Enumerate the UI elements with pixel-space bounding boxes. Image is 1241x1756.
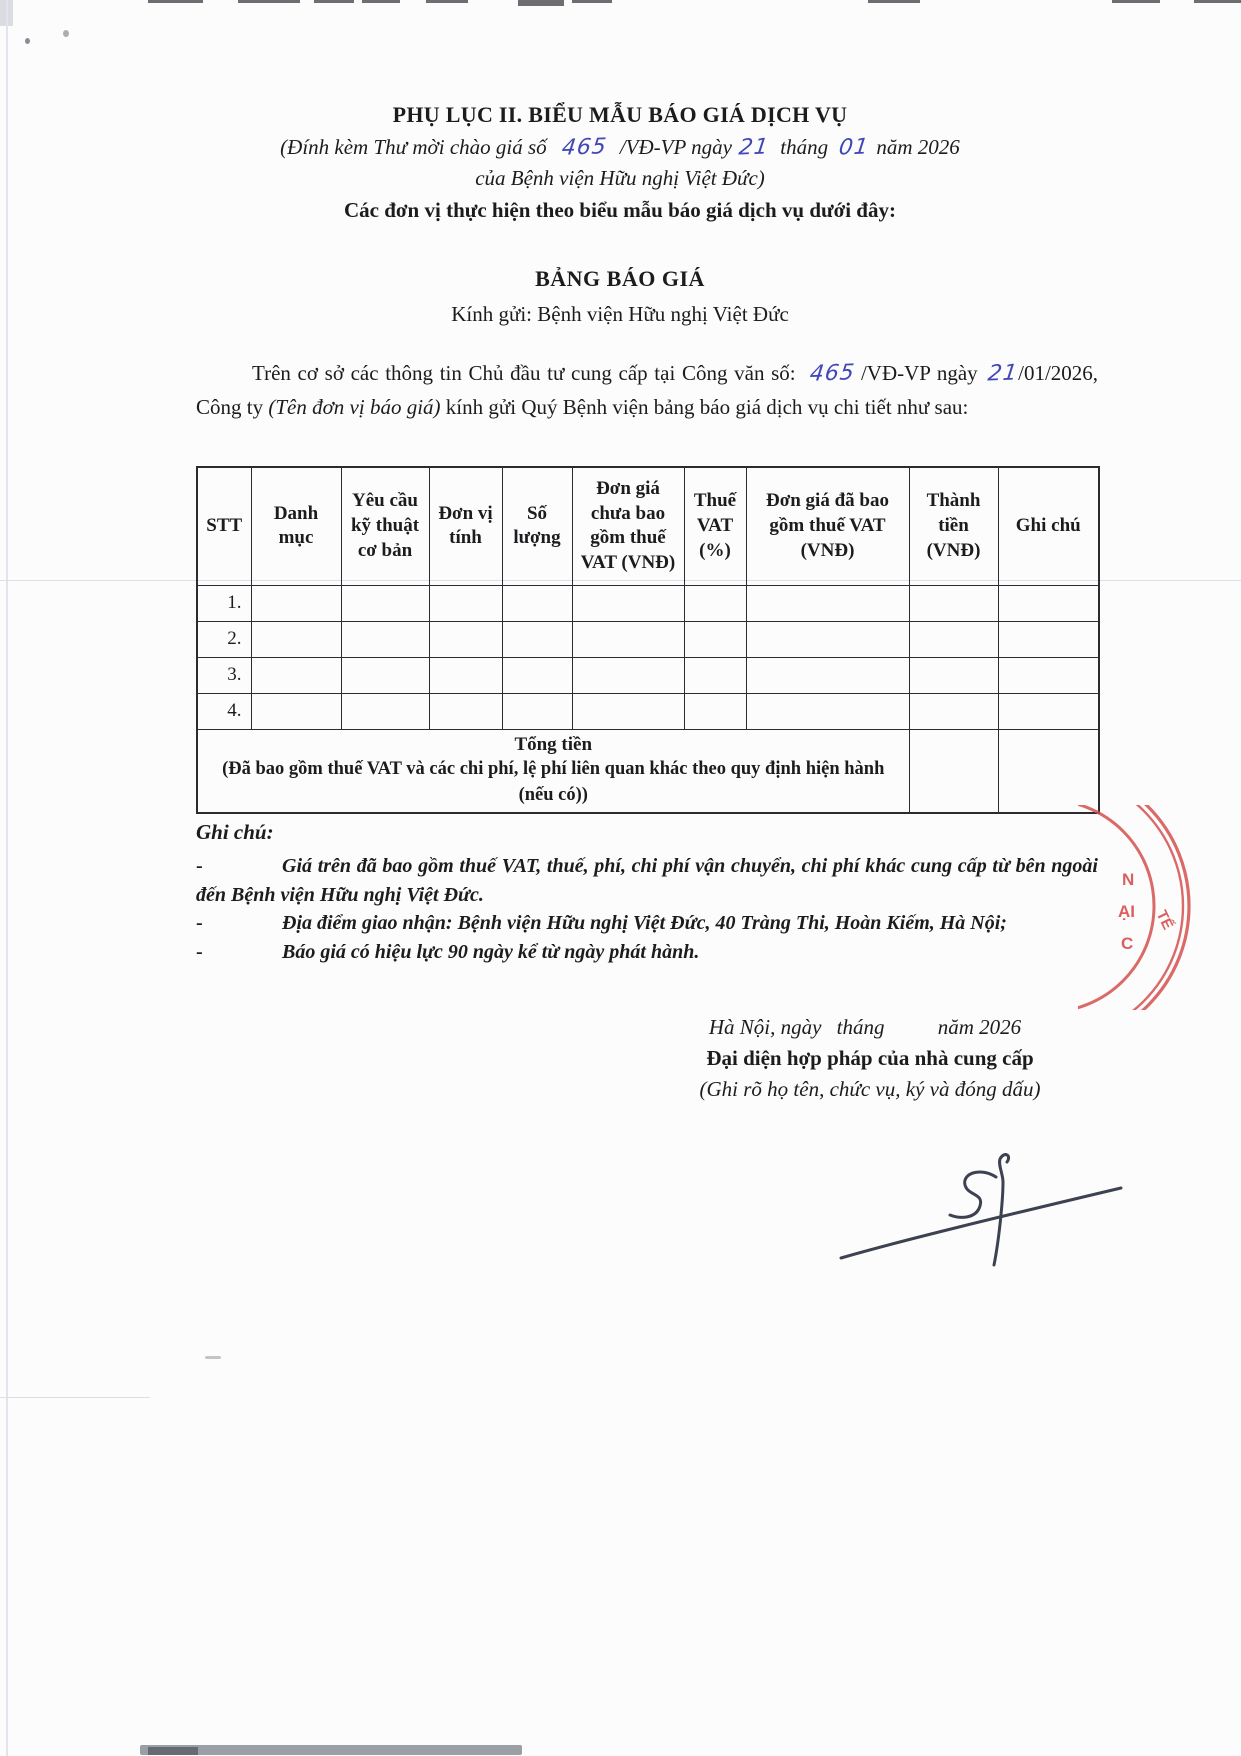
signature-date-line: [610, 1015, 1130, 1040]
table-header-row: [197, 467, 1099, 585]
scan-top-dash: [238, 0, 300, 3]
date-month-label: tháng: [836, 1015, 885, 1039]
empty-cell: [251, 621, 341, 657]
empty-cell: [684, 585, 746, 621]
total-note: (Đã bao gồm thuế VAT và các chi phí, lệ phí liên quan khác theo quy định hiện hành (nếu có)): [222, 758, 885, 805]
intro-text: /VĐ-VP ngày: [860, 361, 978, 385]
empty-cell: [746, 693, 909, 729]
subtitle-text: năm 2026: [876, 135, 960, 159]
empty-cell: [909, 621, 998, 657]
column-header-thanh-tien: Thành tiền (VNĐ): [909, 467, 998, 585]
subtitle-text: (Đính kèm Thư mời chào giá số: [280, 135, 547, 159]
note-text: Địa điểm giao nhận: Bệnh viện Hữu nghị Việt Đức, 40 Tràng Thi, Hoàn Kiếm, Hà Nội;: [282, 912, 1007, 934]
total-label: Tổng tiền: [514, 733, 593, 755]
intro-text: /01/2026, Công ty: [196, 361, 1099, 419]
empty-cell: [251, 693, 341, 729]
scan-speck: [25, 38, 30, 44]
scan-top-dash: [1112, 0, 1160, 3]
note-item: [196, 938, 1098, 967]
table-total-row: [197, 729, 1099, 813]
empty-cell: [341, 657, 429, 693]
empty-cell: [909, 585, 998, 621]
empty-cell: [429, 693, 502, 729]
signer-role-line: Đại diện hợp pháp của nhà cung cấp: [706, 1046, 1034, 1070]
empty-cell: [502, 621, 572, 657]
intro-paragraph: [196, 356, 1098, 424]
note-bullet: -: [196, 912, 203, 934]
handwritten-day: 21: [986, 360, 1020, 387]
stamp-arc-text: TẾ: [1152, 907, 1177, 933]
scan-top-dash: [868, 0, 920, 3]
table-row: [197, 657, 1099, 693]
table-row: [197, 693, 1099, 729]
date-place: Hà Nội, ngày: [708, 1015, 822, 1039]
row-number-cell: 4.: [197, 693, 251, 729]
empty-cell: [746, 657, 909, 693]
scan-top-dash: [518, 0, 564, 6]
subtitle-text: /VĐ-VP ngày: [619, 135, 732, 159]
column-header-don-vi-tinh: Đơn vị tính: [429, 467, 502, 585]
column-header-don-gia-chua-vat: Đơn giá chưa bao gồm thuế VAT (VNĐ): [572, 467, 684, 585]
handwritten-month: 01: [837, 134, 871, 161]
handwritten-day: 21: [737, 134, 771, 161]
quote-title: BẢNG BÁO GIÁ: [535, 266, 705, 291]
handwritten-doc-number: 465: [560, 134, 609, 161]
quotation-table: [196, 466, 1100, 814]
empty-cell: [572, 657, 684, 693]
date-year-label: năm 2026: [937, 1015, 1022, 1039]
scan-bottom-artifact: [148, 1747, 198, 1755]
empty-cell: [572, 621, 684, 657]
handwritten-signature: [823, 1128, 1133, 1278]
intro-text: Trên cơ sở các thông tin Chủ đầu tư cung cấp tại Công văn số:: [252, 361, 796, 385]
total-amount-cell: [909, 729, 998, 813]
column-header-so-luong: Số lượng: [502, 467, 572, 585]
empty-cell: [572, 585, 684, 621]
scan-speck: [205, 1356, 221, 1359]
empty-cell: [251, 585, 341, 621]
column-header-danh-muc: Danh mục: [251, 467, 341, 585]
signature-instruction: (Ghi rõ họ tên, chức vụ, ký và đóng dấu): [699, 1077, 1041, 1101]
scan-top-dash: [314, 0, 354, 3]
empty-cell: [998, 621, 1099, 657]
empty-cell: [341, 585, 429, 621]
notes-list: [196, 852, 1098, 966]
column-header-yeu-cau: Yêu cầu kỹ thuật cơ bản: [341, 467, 429, 585]
empty-cell: [429, 585, 502, 621]
stamp-letter: C: [1121, 934, 1134, 953]
empty-cell: [684, 657, 746, 693]
note-bullet: -: [196, 940, 203, 963]
empty-cell: [572, 693, 684, 729]
empty-cell: [684, 621, 746, 657]
empty-cell: [746, 585, 909, 621]
table-row: [197, 621, 1099, 657]
empty-cell: [502, 585, 572, 621]
salutation-line: Kính gửi: Bệnh viện Hữu nghị Việt Đức: [451, 302, 789, 326]
column-header-stt: STT: [197, 467, 251, 585]
empty-cell: [251, 657, 341, 693]
note-bullet: -: [196, 855, 203, 877]
empty-cell: [998, 585, 1099, 621]
company-name-placeholder: (Tên đơn vị báo giá): [268, 395, 441, 419]
column-header-don-gia-da-vat: Đơn giá đã bao gồm thuế VAT (VNĐ): [746, 467, 909, 585]
scan-top-dash: [148, 0, 203, 3]
empty-cell: [909, 693, 998, 729]
stamp-letter: N: [1122, 870, 1135, 889]
row-number-cell: 2.: [197, 621, 251, 657]
scan-top-dash: [426, 0, 468, 3]
scan-top-dash: [1194, 0, 1241, 3]
note-item: [196, 852, 1098, 909]
empty-cell: [998, 657, 1099, 693]
table-row: [197, 585, 1099, 621]
empty-cell: [502, 657, 572, 693]
subtitle-text: tháng: [780, 135, 829, 159]
stamp-letter: ẠI: [1118, 902, 1135, 921]
note-item: [196, 909, 1098, 938]
document-title: PHỤ LỤC II. BIỂU MẪU BÁO GIÁ DỊCH VỤ: [392, 102, 848, 127]
row-number-cell: 1.: [197, 585, 251, 621]
empty-cell: [341, 621, 429, 657]
document-subtitle-line2: của Bệnh viện Hữu nghị Việt Đức): [475, 166, 765, 190]
instruction-line: Các đơn vị thực hiện theo biểu mẫu báo giá dịch vụ dưới đây:: [344, 198, 896, 222]
note-text: Giá trên đã bao gồm thuế VAT, thuế, phí, chi phí vận chuyển, chi phí khác cung cấp từ bên ngoài đến Bệnh viện Hữu nghị Việt Đức.: [196, 855, 1098, 906]
empty-cell: [502, 693, 572, 729]
handwritten-doc-number: 465: [808, 360, 857, 387]
scan-top-dash: [572, 0, 612, 3]
total-ghi-chu-cell: [998, 729, 1099, 813]
empty-cell: [746, 621, 909, 657]
signature-block: [610, 1015, 1130, 1102]
scan-speck: [63, 30, 69, 37]
scan-top-dash: [362, 0, 400, 3]
intro-text: kính gửi Quý Bệnh viện bảng báo giá dịch vụ chi tiết như sau:: [445, 395, 969, 419]
empty-cell: [341, 693, 429, 729]
empty-cell: [429, 657, 502, 693]
total-label-cell: [197, 729, 909, 813]
official-stamp: [1078, 805, 1200, 1010]
notes-heading: Ghi chú:: [196, 820, 274, 844]
empty-cell: [909, 657, 998, 693]
column-header-ghi-chu: Ghi chú: [998, 467, 1099, 585]
document-subtitle: [120, 135, 1120, 160]
scan-faint-line: [0, 1397, 150, 1398]
note-text: Báo giá có hiệu lực 90 ngày kể từ ngày phát hành.: [282, 940, 700, 963]
empty-cell: [684, 693, 746, 729]
column-header-thue-vat: Thuế VAT (%): [684, 467, 746, 585]
scan-edge-line: [6, 0, 8, 1756]
empty-cell: [998, 693, 1099, 729]
empty-cell: [429, 621, 502, 657]
row-number-cell: 3.: [197, 657, 251, 693]
